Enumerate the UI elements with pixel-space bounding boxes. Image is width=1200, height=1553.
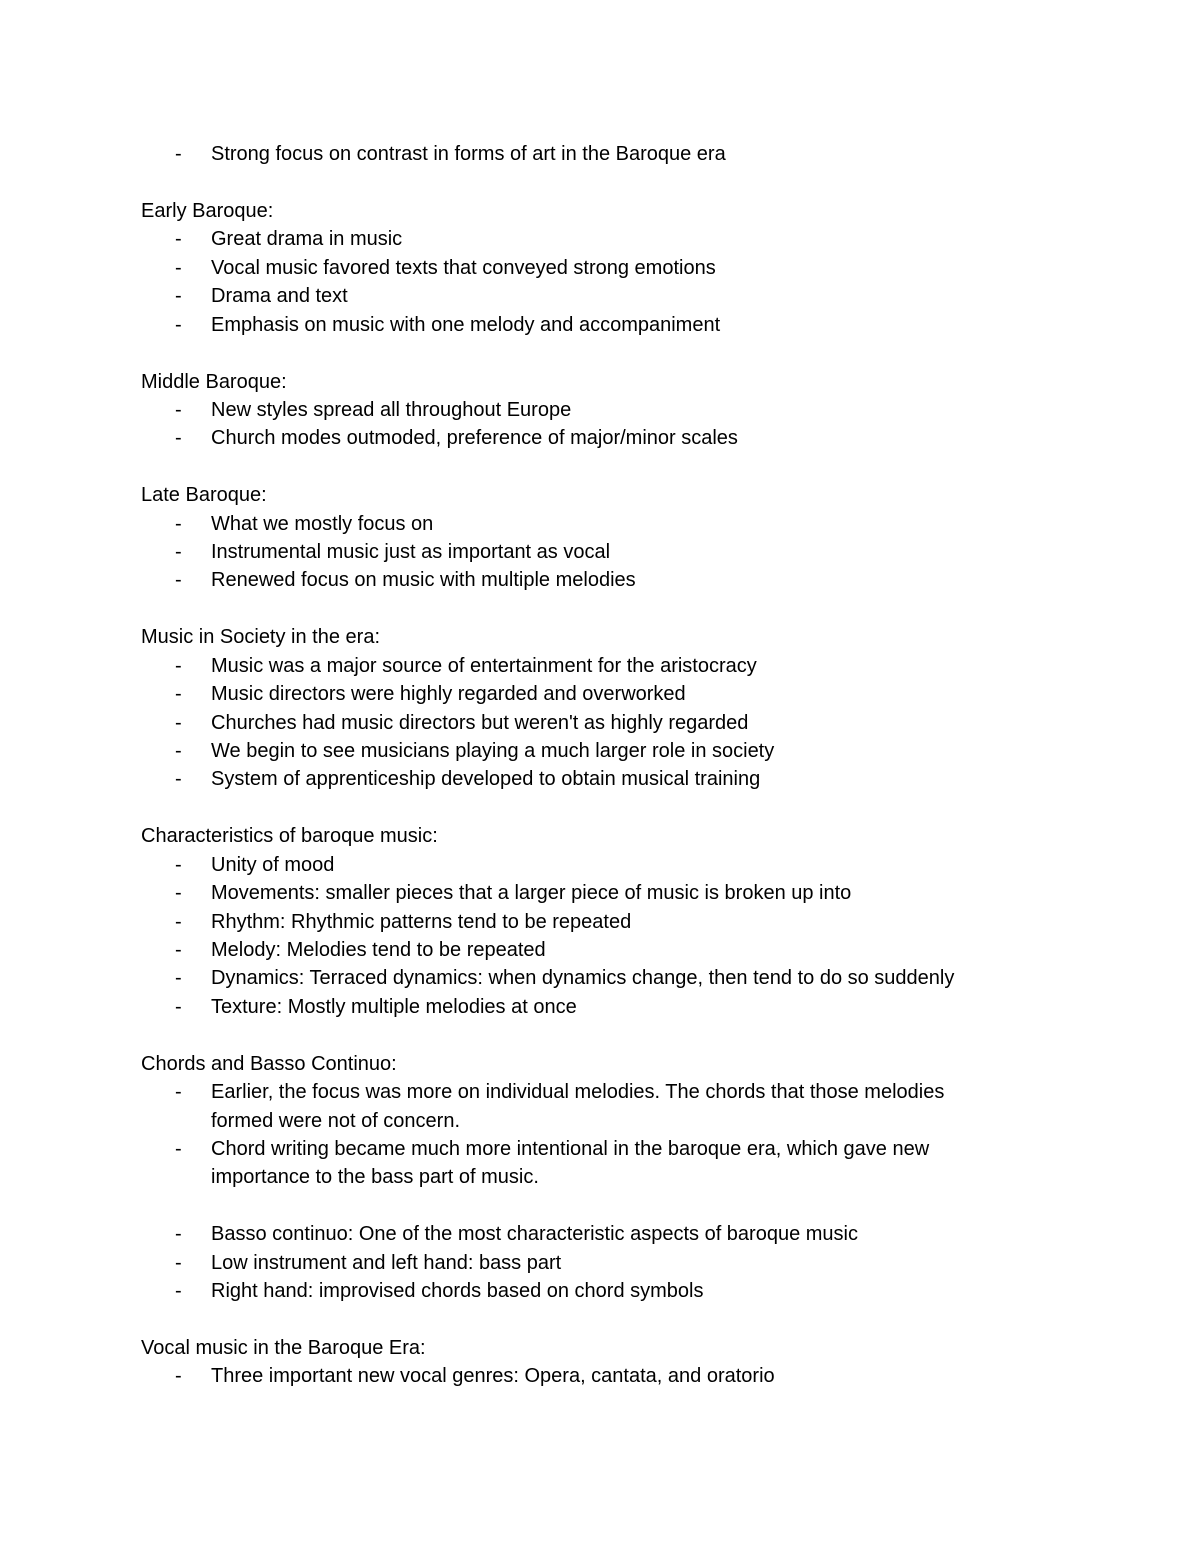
list-item-text: Texture: Mostly multiple melodies at once xyxy=(211,995,577,1018)
list-item xyxy=(141,396,1041,424)
bullet-dash: - xyxy=(175,910,182,933)
bullet-dash: - xyxy=(175,313,182,336)
section-gap xyxy=(141,595,1041,624)
bullet-dash: - xyxy=(175,228,182,251)
list-item-text: Renewed focus on music with multiple melodies xyxy=(211,569,636,592)
list-item-text: Churches had music directors but weren't as highly regarded xyxy=(211,711,749,734)
list-item-text: Dynamics: Terraced dynamics: when dynamics change, then tend to do so suddenly xyxy=(211,967,955,990)
section-gap xyxy=(141,168,1041,197)
bullet-dash: - xyxy=(175,569,182,592)
list-item-text: New styles spread all throughout Europe xyxy=(211,398,572,421)
bullet-dash: - xyxy=(175,1365,182,1388)
list-item-text: Movements: smaller pieces that a larger piece of music is broken up into xyxy=(211,882,852,905)
list-item-text: Rhythm: Rhythmic patterns tend to be repeated xyxy=(211,910,632,933)
list-item-text: Basso continuo: One of the most characteristic aspects of baroque music xyxy=(211,1223,858,1246)
list-item xyxy=(141,1249,1041,1277)
bullet-dash: - xyxy=(175,938,182,961)
bullet-dash: - xyxy=(175,398,182,421)
list-item xyxy=(141,311,1041,339)
list-item-text: Church modes outmoded, preference of major/minor scales xyxy=(211,427,738,450)
list-item xyxy=(141,538,1041,566)
section-heading: Early Baroque: xyxy=(141,199,274,222)
list-item xyxy=(141,652,1041,680)
bullet-dash: - xyxy=(175,711,182,734)
bullet-dash: - xyxy=(175,1251,182,1274)
bullet-dash: - xyxy=(175,882,182,905)
section-heading: Middle Baroque: xyxy=(141,370,287,393)
bullet-dash: - xyxy=(175,654,182,677)
list-item-text: Earlier, the focus was more on individual melodies. The chords that those melodies xyxy=(211,1081,945,1104)
section-gap xyxy=(141,1305,1041,1334)
list-item-text: Unity of mood xyxy=(211,853,335,876)
section-gap xyxy=(141,339,1041,368)
list-item-text: We begin to see musicians playing a much larger role in society xyxy=(211,740,775,763)
bullet-dash: - xyxy=(175,512,182,535)
list-item xyxy=(141,1135,1041,1163)
list-item xyxy=(141,964,1041,992)
bullet-dash: - xyxy=(175,541,182,564)
list-item-continuation: formed were not of concern. xyxy=(211,1109,461,1132)
section-gap xyxy=(141,453,1041,482)
list-item xyxy=(141,936,1041,964)
bullet-dash: - xyxy=(175,285,182,308)
paragraph-gap xyxy=(141,1192,1041,1221)
section-heading: Late Baroque: xyxy=(141,484,267,507)
list-item xyxy=(141,1362,1041,1390)
list-item xyxy=(141,424,1041,452)
list-item-text: Chord writing became much more intentional in the baroque era, which gave new xyxy=(211,1137,930,1160)
list-item-text: Emphasis on music with one melody and accompaniment xyxy=(211,313,721,336)
list-item-text: Vocal music favored texts that conveyed strong emotions xyxy=(211,256,716,279)
list-item-text: Music directors were highly regarded and overworked xyxy=(211,683,686,706)
list-item xyxy=(141,765,1041,793)
list-item xyxy=(141,254,1041,282)
list-item xyxy=(141,510,1041,538)
bullet-dash: - xyxy=(175,1280,182,1303)
section-heading: Music in Society in the era: xyxy=(141,626,380,649)
bullet-dash: - xyxy=(175,1081,182,1104)
list-item xyxy=(141,680,1041,708)
document-page xyxy=(141,140,1041,1391)
list-item-text: Music was a major source of entertainment for the aristocracy xyxy=(211,654,757,677)
list-item xyxy=(141,908,1041,936)
list-item xyxy=(141,282,1041,310)
section-gap xyxy=(141,1021,1041,1050)
bullet-dash: - xyxy=(175,768,182,791)
bullet-dash: - xyxy=(175,683,182,706)
bullet-dash: - xyxy=(175,995,182,1018)
list-item xyxy=(141,879,1041,907)
list-item-text: System of apprenticeship developed to obtain musical training xyxy=(211,768,761,791)
section-heading: Vocal music in the Baroque Era: xyxy=(141,1337,426,1360)
list-item-text: Right hand: improvised chords based on chord symbols xyxy=(211,1280,704,1303)
list-item-text: What we mostly focus on xyxy=(211,512,434,535)
list-item xyxy=(141,737,1041,765)
bullet-dash: - xyxy=(175,427,182,450)
bullet-dash: - xyxy=(175,967,182,990)
list-item-text: Drama and text xyxy=(211,285,348,308)
list-item xyxy=(141,1078,1041,1106)
list-item xyxy=(141,993,1041,1021)
section-heading: Characteristics of baroque music: xyxy=(141,825,438,848)
list-item xyxy=(141,709,1041,737)
list-item xyxy=(141,566,1041,594)
bullet-dash: - xyxy=(175,853,182,876)
list-item-text: Instrumental music just as important as vocal xyxy=(211,541,611,564)
list-item-text: Melody: Melodies tend to be repeated xyxy=(211,938,546,961)
list-item xyxy=(141,140,1041,168)
list-item-text: Great drama in music xyxy=(211,228,403,251)
bullet-dash: - xyxy=(175,256,182,279)
section-heading: Chords and Basso Continuo: xyxy=(141,1052,397,1075)
bullet-dash: - xyxy=(175,740,182,763)
section-gap xyxy=(141,794,1041,823)
bullet-dash: - xyxy=(175,143,182,165)
bullet-dash: - xyxy=(175,1223,182,1246)
list-item xyxy=(141,225,1041,253)
bullet-dash: - xyxy=(175,1137,182,1160)
list-item-continuation: importance to the bass part of music. xyxy=(211,1166,539,1189)
list-item xyxy=(141,1277,1041,1305)
list-item-text: Three important new vocal genres: Opera, cantata, and oratorio xyxy=(211,1365,775,1388)
list-item-text: Strong focus on contrast in forms of art in the Baroque era xyxy=(211,143,726,165)
list-item-text: Low instrument and left hand: bass part xyxy=(211,1251,562,1274)
list-item xyxy=(141,851,1041,879)
list-item xyxy=(141,1220,1041,1248)
